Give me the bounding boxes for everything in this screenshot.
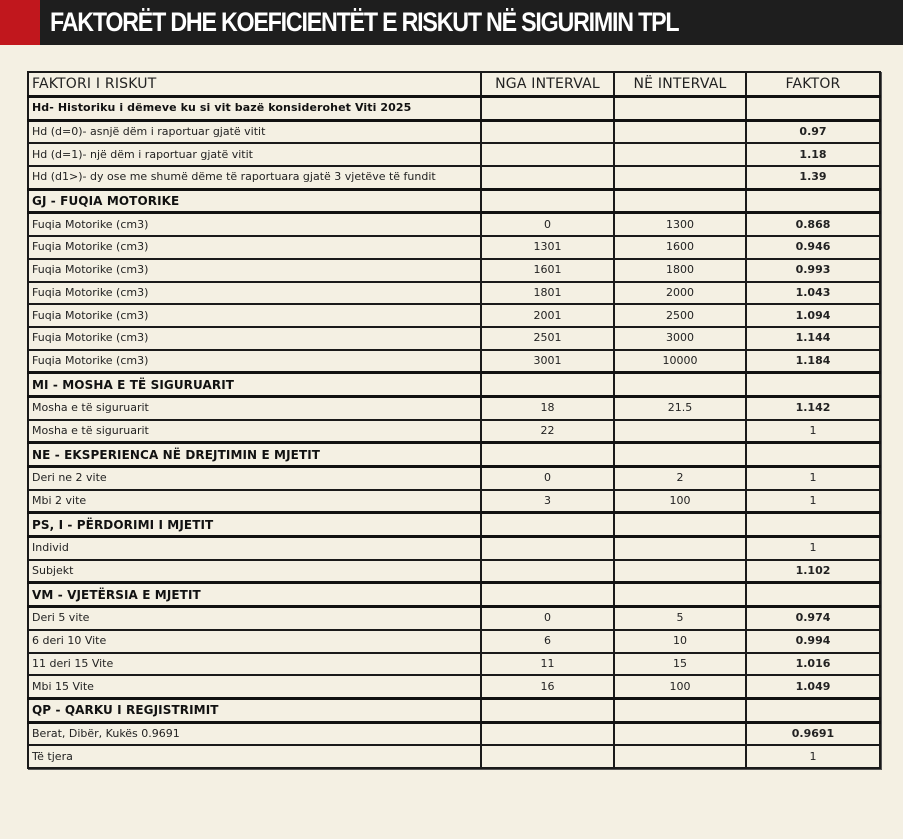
factor-cell: 1.043 [746, 282, 880, 305]
table-row [28, 259, 880, 282]
from-interval-cell: 2501 [481, 327, 614, 350]
row-label: 6 deri 10 Vite [28, 630, 481, 653]
factor-cell: 1.049 [746, 675, 880, 698]
row-label: Fuqia Motorike (cm3) [28, 327, 481, 350]
table-row [28, 213, 880, 236]
table-row [28, 630, 880, 653]
empty-cell [614, 189, 746, 213]
row-label: Berat, Dibër, Kukës 0.9691 [28, 722, 481, 745]
section-header-row [28, 513, 880, 537]
page-title: FAKTORËT DHE KOEFICIENTËT E RISKUT NË SIGURIMIN TPL [50, 7, 679, 37]
empty-cell [746, 513, 880, 537]
to-interval-cell [614, 143, 746, 166]
row-label: Individ [28, 537, 481, 560]
row-label: Deri 5 vite [28, 607, 481, 630]
from-interval-cell: 22 [481, 420, 614, 443]
to-interval-cell [614, 537, 746, 560]
to-interval-cell [614, 745, 746, 768]
to-interval-cell: 2500 [614, 304, 746, 327]
factor-cell: 1.142 [746, 396, 880, 419]
section-header-row [28, 373, 880, 397]
empty-cell [614, 373, 746, 397]
column-header-to-interval: NË INTERVAL [614, 72, 746, 97]
factor-cell: 0.97 [746, 120, 880, 143]
table-row [28, 420, 880, 443]
table-row [28, 467, 880, 490]
to-interval-cell [614, 560, 746, 583]
from-interval-cell: 3001 [481, 350, 614, 373]
row-label: Subjekt [28, 560, 481, 583]
table-row [28, 304, 880, 327]
row-label: Fuqia Motorike (cm3) [28, 282, 481, 305]
empty-cell [746, 189, 880, 213]
table-row [28, 327, 880, 350]
to-interval-cell: 2 [614, 467, 746, 490]
to-interval-cell: 2000 [614, 282, 746, 305]
from-interval-cell: 0 [481, 213, 614, 236]
from-interval-cell: 0 [481, 467, 614, 490]
table-row [28, 350, 880, 373]
row-label: Fuqia Motorike (cm3) [28, 304, 481, 327]
to-interval-cell: 1800 [614, 259, 746, 282]
column-header-from-interval: NGA INTERVAL [481, 72, 614, 97]
table-row [28, 396, 880, 419]
empty-cell [614, 698, 746, 722]
from-interval-cell [481, 166, 614, 189]
row-label: Mbi 15 Vite [28, 675, 481, 698]
factor-cell: 0.994 [746, 630, 880, 653]
factor-cell: 1.184 [746, 350, 880, 373]
row-label: 11 deri 15 Vite [28, 653, 481, 676]
from-interval-cell: 3 [481, 490, 614, 513]
empty-cell [614, 443, 746, 467]
empty-cell [746, 698, 880, 722]
from-interval-cell: 2001 [481, 304, 614, 327]
empty-cell [746, 443, 880, 467]
section-title: PS, I - PËRDORIMI I MJETIT [28, 513, 481, 537]
empty-cell [614, 97, 746, 121]
table-row [28, 537, 880, 560]
row-label: Mbi 2 vite [28, 490, 481, 513]
row-label: Fuqia Motorike (cm3) [28, 213, 481, 236]
section-header-row [28, 698, 880, 722]
to-interval-cell: 15 [614, 653, 746, 676]
to-interval-cell: 10 [614, 630, 746, 653]
factor-cell: 1 [746, 745, 880, 768]
table-row [28, 653, 880, 676]
row-label: Mosha e të siguruarit [28, 420, 481, 443]
empty-cell [614, 583, 746, 607]
table-row [28, 490, 880, 513]
section-title: Hd- Historiku i dëmeve ku si vit bazë konsiderohet Viti 2025 [28, 97, 481, 121]
from-interval-cell [481, 537, 614, 560]
section-header-row [28, 443, 880, 467]
table-header-row [28, 72, 880, 97]
factor-cell: 1.144 [746, 327, 880, 350]
from-interval-cell: 1601 [481, 259, 614, 282]
section-title: GJ - FUQIA MOTORIKE [28, 189, 481, 213]
to-interval-cell: 100 [614, 490, 746, 513]
factor-cell: 1.18 [746, 143, 880, 166]
risk-factors-table [27, 71, 881, 769]
to-interval-cell [614, 420, 746, 443]
table-body [28, 97, 880, 768]
factor-cell: 1.094 [746, 304, 880, 327]
factor-cell: 0.868 [746, 213, 880, 236]
to-interval-cell [614, 166, 746, 189]
factor-cell: 0.974 [746, 607, 880, 630]
from-interval-cell: 11 [481, 653, 614, 676]
empty-cell [481, 513, 614, 537]
row-label: Të tjera [28, 745, 481, 768]
factor-cell: 1.39 [746, 166, 880, 189]
title-bar [0, 0, 903, 45]
factor-cell: 1 [746, 537, 880, 560]
to-interval-cell: 21.5 [614, 396, 746, 419]
to-interval-cell [614, 120, 746, 143]
factor-cell: 0.946 [746, 236, 880, 259]
factor-cell: 1 [746, 467, 880, 490]
table-row [28, 560, 880, 583]
from-interval-cell: 6 [481, 630, 614, 653]
empty-cell [746, 583, 880, 607]
from-interval-cell: 1801 [481, 282, 614, 305]
to-interval-cell: 10000 [614, 350, 746, 373]
row-label: Fuqia Motorike (cm3) [28, 259, 481, 282]
title-accent-block [0, 0, 40, 45]
table-row [28, 166, 880, 189]
to-interval-cell: 100 [614, 675, 746, 698]
empty-cell [481, 189, 614, 213]
row-label: Deri ne 2 vite [28, 467, 481, 490]
section-title: QP - QARKU I REGJISTRIMIT [28, 698, 481, 722]
table-row [28, 143, 880, 166]
factor-cell: 0.9691 [746, 722, 880, 745]
section-title: MI - MOSHA E TË SIGURUARIT [28, 373, 481, 397]
from-interval-cell: 1301 [481, 236, 614, 259]
row-label: Hd (d=0)- asnjë dëm i raportuar gjatë vitit [28, 120, 481, 143]
row-label: Fuqia Motorike (cm3) [28, 236, 481, 259]
from-interval-cell [481, 560, 614, 583]
factor-cell: 0.993 [746, 259, 880, 282]
factor-cell: 1.016 [746, 653, 880, 676]
table-row [28, 722, 880, 745]
factor-cell: 1 [746, 420, 880, 443]
row-label: Hd (d1>)- dy ose me shumë dëme të raportuara gjatë 3 vjetëve të fundit [28, 166, 481, 189]
empty-cell [481, 373, 614, 397]
from-interval-cell: 0 [481, 607, 614, 630]
section-header-row [28, 189, 880, 213]
empty-cell [614, 513, 746, 537]
section-header-row [28, 97, 880, 121]
table-row [28, 120, 880, 143]
from-interval-cell [481, 745, 614, 768]
empty-cell [481, 698, 614, 722]
table-row [28, 236, 880, 259]
factor-cell: 1.102 [746, 560, 880, 583]
section-header-row [28, 583, 880, 607]
from-interval-cell: 16 [481, 675, 614, 698]
column-header-risk-factor: FAKTORI I RISKUT [28, 72, 481, 97]
to-interval-cell: 5 [614, 607, 746, 630]
empty-cell [481, 97, 614, 121]
empty-cell [746, 97, 880, 121]
to-interval-cell: 3000 [614, 327, 746, 350]
factor-cell: 1 [746, 490, 880, 513]
row-label: Mosha e të siguruarit [28, 396, 481, 419]
to-interval-cell [614, 722, 746, 745]
table-row [28, 607, 880, 630]
empty-cell [746, 373, 880, 397]
to-interval-cell: 1300 [614, 213, 746, 236]
row-label: Fuqia Motorike (cm3) [28, 350, 481, 373]
table-row [28, 745, 880, 768]
empty-cell [481, 583, 614, 607]
from-interval-cell [481, 722, 614, 745]
from-interval-cell [481, 120, 614, 143]
table-row [28, 282, 880, 305]
section-title: NE - EKSPERIENCA NË DREJTIMIN E MJETIT [28, 443, 481, 467]
column-header-factor: FAKTOR [746, 72, 880, 97]
row-label: Hd (d=1)- një dëm i raportuar gjatë vitit [28, 143, 481, 166]
empty-cell [481, 443, 614, 467]
table-row [28, 675, 880, 698]
to-interval-cell: 1600 [614, 236, 746, 259]
from-interval-cell: 18 [481, 396, 614, 419]
section-title: VM - VJETËRSIA E MJETIT [28, 583, 481, 607]
from-interval-cell [481, 143, 614, 166]
